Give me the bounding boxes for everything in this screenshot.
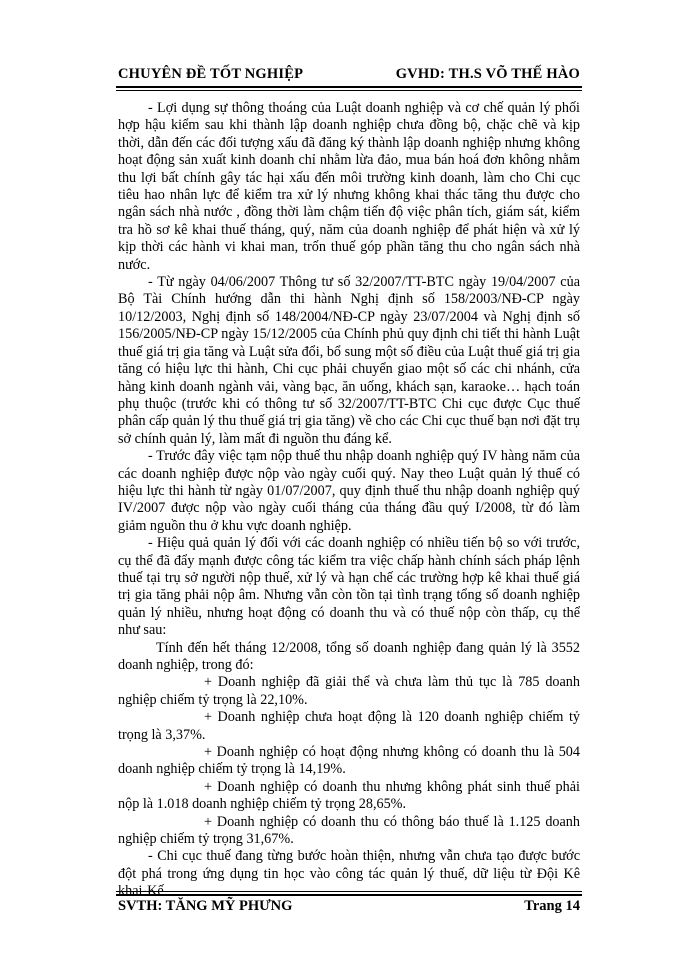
page-body [118, 100, 580, 901]
footer-author: SVTH: TĂNG MỸ PHƯNG [118, 898, 293, 914]
header-advisor: GVHD: TH.S VÕ THẾ HÀO [395, 66, 580, 82]
paragraph: - Hiệu quả quản lý đối với các doanh nghiệp có nhiều tiến bộ so với trước, cụ thể đã đẩy mạnh được công tác kiểm tra việc chấp hành chính sách pháp lệnh thuế tại trụ sở người nộp thuế, xử lý và hạn chế các trường hợp kê khai thuế giá trị gia tăng phải nộp âm. Nhưng vẫn còn tồn tại tình trạng tổng số doanh nghiệp quản lý nhiều, nhưng hoạt động có doanh thu và có thuế nộp còn thấp, cụ thể như sau: [118, 535, 580, 639]
page-number: Trang 14 [524, 898, 580, 914]
footer-rule-thin [116, 891, 582, 892]
bullet-item: + Doanh nghiệp có doanh thu có thông báo thuế là 1.125 doanh nghiệp chiếm tỷ trọng 31,67%. [118, 813, 580, 848]
page-header [118, 64, 580, 86]
paragraph: - Từ ngày 04/06/2007 Thông tư số 32/2007/TT-BTC ngày 19/04/2007 của Bộ Tài Chính hướng dẫn thi hành Nghị định số 158/2003/NĐ-CP ngày 10/12/2003, Nghị định số 148/2004/NĐ-CP ngày 23/07/2004 và Nghị định số 156/2005/NĐ-CP ngày 15/12/2005 của Chính phủ quy định chi tiết thi hành Luật thuế giá trị gia tăng và Luật sửa đổi, bổ sung một số điều của Luật thuế giá trị gia tăng có hiệu lực thi hành, Chi cục phải chuyển giao một số các chi nhánh, cửa hàng kinh doanh ngành vải, vàng bạc, ăn uống, khách sạn, karaoke… hạch toán phụ thuộc (trước khi có thông tư số 32/2007/TT-BTC Chi cục được Cục thuế phân cấp quản lý thu thuế giá trị gia tăng) về cho các Chi cục thuế bạn nơi đặt trụ sở chính quản lý, làm mất đi nguồn thu đáng kể. [118, 274, 580, 447]
paragraph: - Trước đây việc tạm nộp thuế thu nhập doanh nghiệp quý IV hàng năm của các doanh nghiệp được nộp vào ngày cuối quý. Nay theo Luật quản lý thuế có hiệu lực thi hành từ ngày 01/07/2007, quy định thuế thu nhập doanh nghiệp quý IV/2007 được nộp vào ngày cuối tháng của tháng đầu quý I/2008, từ đó làm giảm nguồn thu ở khu vực doanh nghiệp. [118, 448, 580, 534]
bullet-item: + Doanh nghiệp đã giải thể và chưa làm thủ tục là 785 doanh nghiệp chiếm tỷ trọng là 22,10%. [118, 674, 580, 708]
paragraph: - Chi cục thuế đang từng bước hoàn thiện, nhưng vẫn chưa tạo được bước đột phá trong ứng dụng tin học vào công tác quản lý thuế, dữ liệu từ Đội Kê khai-Kế [118, 848, 580, 900]
paragraph: Tính đến hết tháng 12/2008, tổng số doanh nghiệp đang quản lý là 3552 doanh nghiệp, trong đó: [118, 639, 580, 673]
page-footer [118, 896, 580, 918]
header-rule-thick [116, 86, 582, 88]
bullet-item: + Doanh nghiệp có hoạt động nhưng không có doanh thu là 504 doanh nghiệp chiếm tỷ trọng là 14,19%. [118, 744, 580, 778]
bullet-item: + Doanh nghiệp chưa hoạt động là 120 doanh nghiệp chiếm tỷ trọng là 3,37%. [118, 709, 580, 743]
header-rule-thin [116, 90, 582, 91]
bullet-item: + Doanh nghiệp có doanh thu nhưng không phát sinh thuế phải nộp là 1.018 doanh nghiệp chiếm tỷ trọng 28,65%. [118, 778, 580, 813]
paragraph: - Lợi dụng sự thông thoáng của Luật doanh nghiệp và cơ chế quản lý phối hợp hậu kiểm sau khi thành lập doanh nghiệp chưa đồng bộ, chặc chẽ và kịp thời, dẫn đến các đối tượng xấu đã đăng ký thành lập doanh nghiệp nhưng không hoạt động sản xuất kinh doanh chỉ nhằm lừa đảo, mua bán hoá đơn không nhằm thu lợi bất chính gây tác hại xấu đến môi trường kinh doanh, làm cho Chi cục tiêu hao nhân lực để kiểm tra xử lý nhưng không khai thác tăng thu được cho ngân sách nhà nước , đồng thời làm chậm tiến độ việc phân tích, giám sát, kiểm tra hồ sơ kê khai thuế tháng, quý, năm của doanh nghiệp để phát hiện và xử lý kịp thời các hành vi khai man, trốn thuế góp phần tăng thu cho ngân sách nhà nước. [118, 100, 580, 273]
header-title: CHUYÊN ĐỀ TỐT NGHIỆP [118, 66, 304, 82]
